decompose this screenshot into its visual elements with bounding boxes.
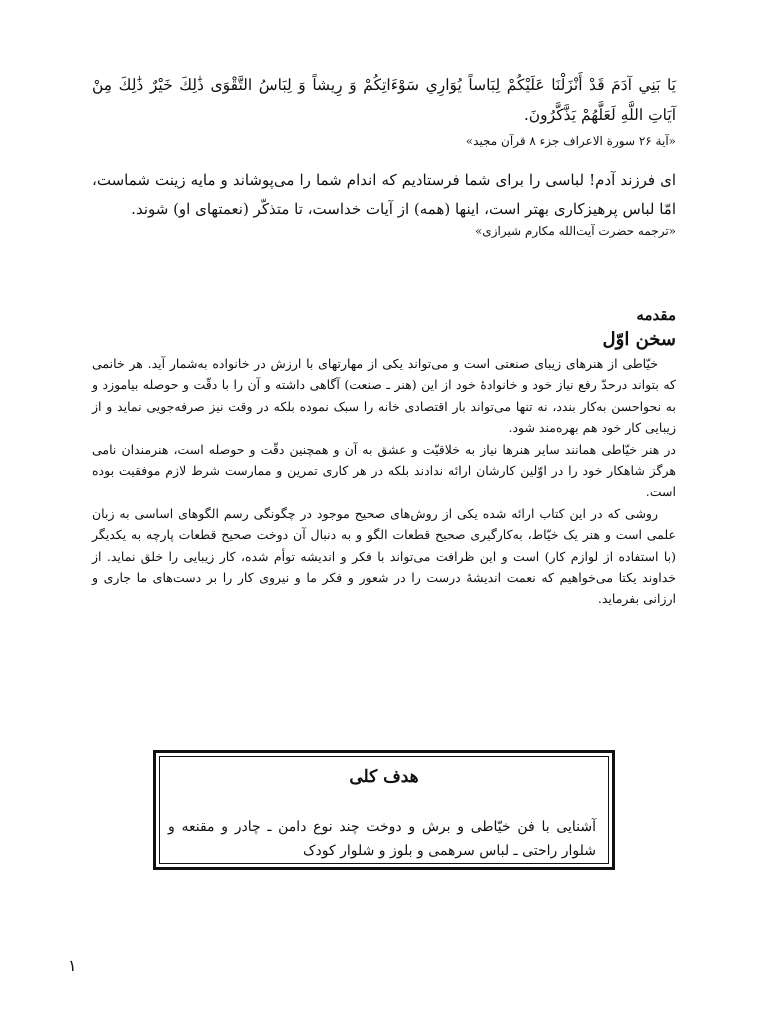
intro-paragraph: در هنر خیّاطی همانند سایر هنرها نیاز به خلاقیّت و عشق به آن و همچنین دقّت و حوصله است، هنرمندان نامی هرگز شاهکار خود را در اوّلین کارشان ارائه ندادند بلکه در هر کاری تمرین و ممارست شرط لازم موفقیت بوده است. xyxy=(92,441,676,500)
section-subtitle: سخن اوّل xyxy=(602,329,676,350)
goal-box xyxy=(153,750,615,870)
verse-reference: «آية ۲۶ سورة الاعراف جزء ۸ قرآن مجيد» xyxy=(465,134,676,148)
goal-text: آشنایی با فن خیّاطی و برش و دوخت چند نوع دامن ـ چادر و مقنعه و شلوار راحتی ـ لباس سرهمی و بلوز و شلوار کودک xyxy=(168,819,596,859)
page-number: ۱ xyxy=(68,956,77,975)
intro-body xyxy=(92,353,676,610)
verse-translation: ای فرزند آدم! لباسی را برای شما فرستادیم که اندام شما را می‌پوشاند و مایه زینت شماست، امّا لباس پرهیزکاری بهتر است، اینها (همه) از آیات خداست، تا متذکّر (نعمتهای او) شوند. xyxy=(92,171,676,218)
section-title: مقدمه xyxy=(636,306,676,324)
goal-title: هدف کلی xyxy=(349,767,419,787)
intro-paragraph: خیّاطی از هنرهای زیبای صنعتی است و می‌تواند یکی از مهارتهای با ارزش در خانواده به‌شمار آید. هر خانمی که بتواند درحدّ رفع نیاز خود و خانوادهٔ خود از این (هنر ـ صنعت) آگاهی داشته و آن را با دقّت و حوصله بیاموزد و به نحواحسن به‌کار بندد، نه تنها می‌تواند بار اقتصادی خانه را سبک نموده بلکه در وقت نیز صرفه‌جویی نماید و از زیبایی کار خود هم بهره‌مند شود. xyxy=(92,356,676,436)
translation-credit: «ترجمه حضرت آیت‌الله مکارم شیرازی» xyxy=(474,224,676,238)
quran-verse: يَا بَنِي آدَمَ قَدْ أَنْزَلْنَا عَلَيْكُمْ لِبَاساً يُوَارِي سَوْءَاتِكُمْ وَ رِيشاً وَ لِبَاسُ التَّقْوَى ذَٰلِكَ خَيْرٌ ذَٰلِكَ مِنْ آيَاتِ اللَّهِ لَعَلَّهُمْ يَذَّكَّرُونَ. xyxy=(92,76,676,124)
intro-paragraph: روشی که در این کتاب ارائه شده یکی از روش‌های صحیح موجود در چگونگی رسم الگوهای اساسی به زبان علمی است و هنر یک خیّاط، به‌کارگیری صحیح قطعات الگو و به دنبال آن دوخت صحیح قطعات پارچه به یکدیگر (با استفاده از لوازم کار) است و این ظرافت می‌تواند با فکر و اندیشه توأم شده، کار زیبایی را خلق نماید. از خداوند یکتا می‌خواهیم که نعمت اندیشهٔ درست را در شعور و فکر ما و نیروی کار را بر دست‌های ما جاری و ارزانی بفرماید. xyxy=(92,505,676,607)
